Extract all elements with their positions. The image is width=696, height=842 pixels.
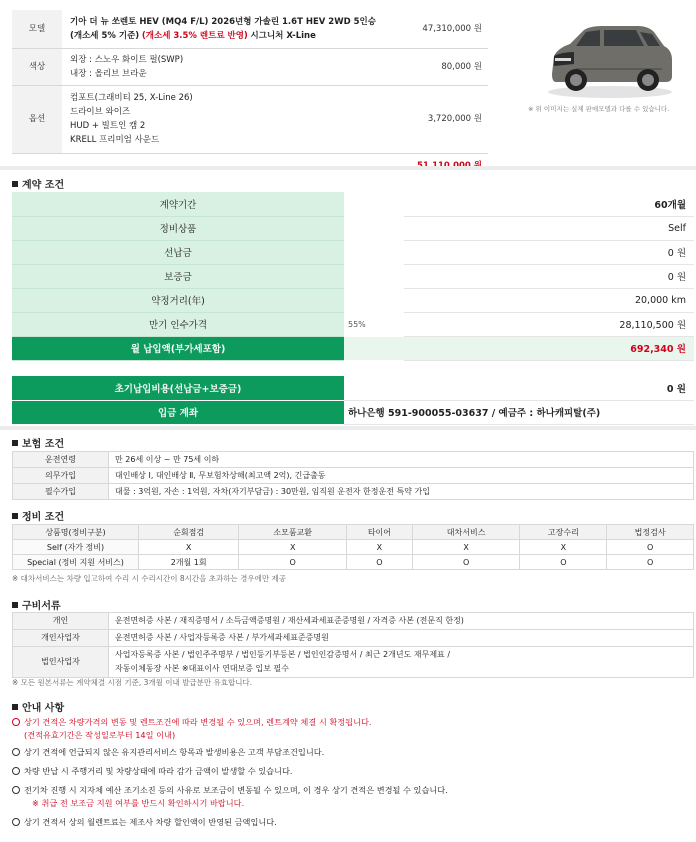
option-label: 옵션 (12, 85, 62, 153)
guide-list (12, 716, 448, 832)
option-item: KRELL 프리미엄 사운드 (70, 135, 160, 145)
color-row (12, 48, 488, 85)
model-desc (62, 10, 398, 48)
guide-item (12, 816, 448, 829)
contract-key: 만기 인수가격 (12, 312, 344, 336)
square-bullet-icon (12, 602, 18, 608)
documents-value: 운전면허증 사본 / 사업자등록증 사본 / 부가세과세표준증명원 (109, 630, 694, 647)
maintenance-note: ※ 대차서비스는 차량 입고하여 수리 시 수리시간이 8시간을 초과하는 경우에만 제공 (12, 574, 286, 583)
insurance-key: 의무가입 (13, 468, 109, 484)
contract-section-title (12, 176, 64, 191)
color-exterior: 외장 : 스노우 화이트 펄(SWP) (70, 54, 184, 65)
insurance-title: 보험 조건 (22, 439, 65, 450)
initial-cost-value: 0 원 (344, 376, 694, 400)
maintenance-cell: O (239, 555, 347, 570)
maintenance-cell: X (139, 540, 239, 555)
option-item: 드라이브 와이즈 (70, 107, 131, 117)
documents-row (13, 630, 694, 647)
documents-value-line: 자동이체동장 사본 ※대표이사 연대보증 입보 필수 (115, 664, 289, 673)
maintenance-cell: Self (자가 정비) (13, 540, 139, 555)
maintenance-cell: O (607, 555, 694, 570)
color-desc (62, 48, 398, 85)
guide-item-sub: (견적유효기간은 작성일로부터 14일 이내) (24, 730, 176, 740)
maintenance-cell: X (520, 540, 607, 555)
guide-item (12, 716, 448, 742)
contract-row (12, 216, 694, 240)
circle-bullet-icon (12, 786, 20, 794)
insurance-table (12, 451, 694, 500)
initial-cost-table (12, 376, 694, 425)
square-bullet-icon (12, 704, 18, 710)
option-row (12, 85, 488, 153)
square-bullet-icon (12, 181, 18, 187)
documents-key: 개인사업자 (13, 630, 109, 647)
insurance-value: 대인배상 Ⅰ, 대인배상 Ⅱ, 무보험차상해(최고액 2억), 긴급출동 (109, 468, 694, 484)
maintenance-cell: X (412, 540, 520, 555)
contract-value: Self (404, 216, 694, 240)
guide-title: 안내 사항 (22, 703, 65, 714)
option-item: HUD + 빌트인 캠 2 (70, 121, 146, 131)
monthly-payment-pct (344, 336, 404, 360)
guide-item (12, 784, 448, 810)
contract-pct (344, 192, 404, 216)
square-bullet-icon (12, 513, 18, 519)
documents-key: 법인사업자 (13, 647, 109, 678)
model-desc-trim: 시그니처 X-Line (250, 30, 316, 41)
documents-value (109, 647, 694, 678)
contract-row (12, 312, 694, 336)
contract-key: 선납금 (12, 240, 344, 264)
circle-bullet-icon (12, 718, 20, 726)
contract-table (12, 192, 694, 361)
maintenance-header: 상품명(정비구분) (13, 525, 139, 540)
maintenance-table (12, 524, 694, 570)
initial-cost-row (12, 376, 694, 400)
documents-key: 개인 (13, 613, 109, 630)
insurance-section-title (12, 435, 64, 450)
contract-value: 20,000 km (404, 288, 694, 312)
contract-pct (344, 264, 404, 288)
documents-table (12, 612, 694, 678)
contract-pct (344, 288, 404, 312)
contract-value: 28,110,500 원 (404, 312, 694, 336)
documents-row (13, 613, 694, 630)
model-label: 모델 (12, 10, 62, 48)
documents-value: 운전면허증 사본 / 재직증명서 / 소득금액증명원 / 재산세과세표준증명원 / 자격증 사본 (전문직 한정) (109, 613, 694, 630)
maintenance-cell: O (347, 555, 413, 570)
image-disclaimer: ※ 위 이미지는 실제 판매모델과 다를 수 있습니다. (528, 105, 670, 113)
maintenance-header: 타이어 (347, 525, 413, 540)
documents-title: 구비서류 (22, 601, 61, 612)
guide-item-sub: ※ 취급 전 보조금 지원 여부를 반드시 확인하시기 바랍니다. (32, 798, 245, 808)
guide-section-title (12, 699, 64, 714)
insurance-value: 만 26세 이상 ~ 만 75세 이하 (109, 452, 694, 468)
maintenance-title: 정비 조건 (22, 512, 65, 523)
section-divider (0, 426, 696, 430)
maintenance-cell: X (347, 540, 413, 555)
color-price: 80,000 원 (398, 48, 488, 85)
contract-value: 60개월 (404, 192, 694, 216)
maintenance-cell: O (520, 555, 607, 570)
insurance-row (13, 468, 694, 484)
contract-title: 계약 조건 (22, 180, 65, 191)
guide-item-text: 차량 반납 시 주행거리 및 차량상태에 따라 감가 금액이 발생할 수 있습니다. (24, 766, 293, 776)
deposit-account-row (12, 400, 694, 424)
maintenance-row (13, 555, 694, 570)
contract-row (12, 240, 694, 264)
guide-item-text: 상기 견적서 상의 월렌트료는 제조사 차량 할인액이 반영된 금액입니다. (24, 817, 277, 827)
maintenance-cell: 2개월 1회 (139, 555, 239, 570)
residual-pct: 55% (344, 312, 404, 336)
insurance-key: 필수가입 (13, 484, 109, 500)
contract-pct (344, 216, 404, 240)
contract-value: 0 원 (404, 264, 694, 288)
insurance-row (13, 484, 694, 500)
option-list (62, 85, 398, 153)
maintenance-cell: O (607, 540, 694, 555)
car-image (540, 12, 680, 102)
section-divider (0, 166, 696, 170)
maintenance-header-row (13, 525, 694, 540)
contract-key: 보증금 (12, 264, 344, 288)
guide-item (12, 765, 448, 778)
documents-note: ※ 모든 원본서류는 계약체결 시점 기준, 3개월 이내 발급분만 유효합니다. (12, 678, 253, 687)
vehicle-table (12, 10, 488, 179)
documents-value-line: 사업자등록증 사본 / 법인주주명부 / 법인등기부등본 / 법인인감증명서 / 최근 2개년도 재무제표 / (115, 650, 451, 659)
monthly-payment-label: 월 납입액(부가세포함) (12, 336, 344, 360)
circle-bullet-icon (12, 748, 20, 756)
guide-item-text: 상기 견적은 차량가격의 변동 및 렌트조건에 따라 변경될 수 있으며, 렌트계약 체결 시 확정됩니다. (24, 717, 372, 727)
square-bullet-icon (12, 440, 18, 446)
guide-item-text: 전기차 진행 시 지자체 예산 조기소진 등의 사유로 보조금이 변동될 수 있으며, 이 경우 상기 견적은 변경될 수 있습니다. (24, 785, 448, 795)
initial-cost-label: 초기납입비용(선납금+보증금) (12, 376, 344, 400)
maintenance-cell: X (239, 540, 347, 555)
circle-bullet-icon (12, 767, 20, 775)
circle-bullet-icon (12, 818, 20, 826)
option-price: 3,720,000 원 (398, 85, 488, 153)
model-desc-tax: (개소세 3.5% 렌트료 반영) (141, 30, 248, 41)
contract-key: 계약기간 (12, 192, 344, 216)
contract-row (12, 192, 694, 216)
maintenance-header: 소모품교환 (239, 525, 347, 540)
contract-row (12, 288, 694, 312)
model-price: 47,310,000 원 (398, 10, 488, 48)
maintenance-header: 법정검사 (607, 525, 694, 540)
contract-row (12, 264, 694, 288)
guide-item-text: 상기 견적에 언급되지 않은 유지관리서비스 항목과 발생비용은 고객 부담조건입니다. (24, 747, 325, 757)
model-row (12, 10, 488, 48)
model-desc-main: 기아 더 뉴 쏘렌토 HEV (MQ4 F/L) 2026년형 가솔린 1.6T HEV 2WD 5인승 (개소세 5% 기준) (70, 16, 376, 41)
color-interior: 내장 : 올리브 브라운 (70, 68, 147, 79)
maintenance-section-title (12, 508, 64, 523)
contract-key: 정비상품 (12, 216, 344, 240)
contract-key: 약정거리(年) (12, 288, 344, 312)
maintenance-cell: O (412, 555, 520, 570)
guide-item (12, 746, 448, 759)
contract-value: 0 원 (404, 240, 694, 264)
contract-pct (344, 240, 404, 264)
deposit-account-value: 하나은행 591-900055-03637 / 예금주 : 하나캐피탈(주) (344, 400, 694, 424)
monthly-payment-value: 692,340 원 (404, 336, 694, 360)
documents-row (13, 647, 694, 678)
insurance-row (13, 452, 694, 468)
insurance-key: 운전연령 (13, 452, 109, 468)
deposit-account-label: 입금 계좌 (12, 400, 344, 424)
maintenance-header: 순회점검 (139, 525, 239, 540)
maintenance-row (13, 540, 694, 555)
color-label: 색상 (12, 48, 62, 85)
maintenance-header: 대차서비스 (412, 525, 520, 540)
insurance-value: 대물 : 3억원, 자손 : 1억원, 자차(자기부담금) : 30만원, 임직원 운전자 한정운전 특약 가입 (109, 484, 694, 500)
documents-section-title (12, 597, 61, 612)
maintenance-header: 고장수리 (520, 525, 607, 540)
monthly-payment-row (12, 336, 694, 360)
maintenance-cell: Special (정비 지원 서비스) (13, 555, 139, 570)
option-item: 컴포트(그래비티 25, X-Line 26) (70, 93, 193, 103)
